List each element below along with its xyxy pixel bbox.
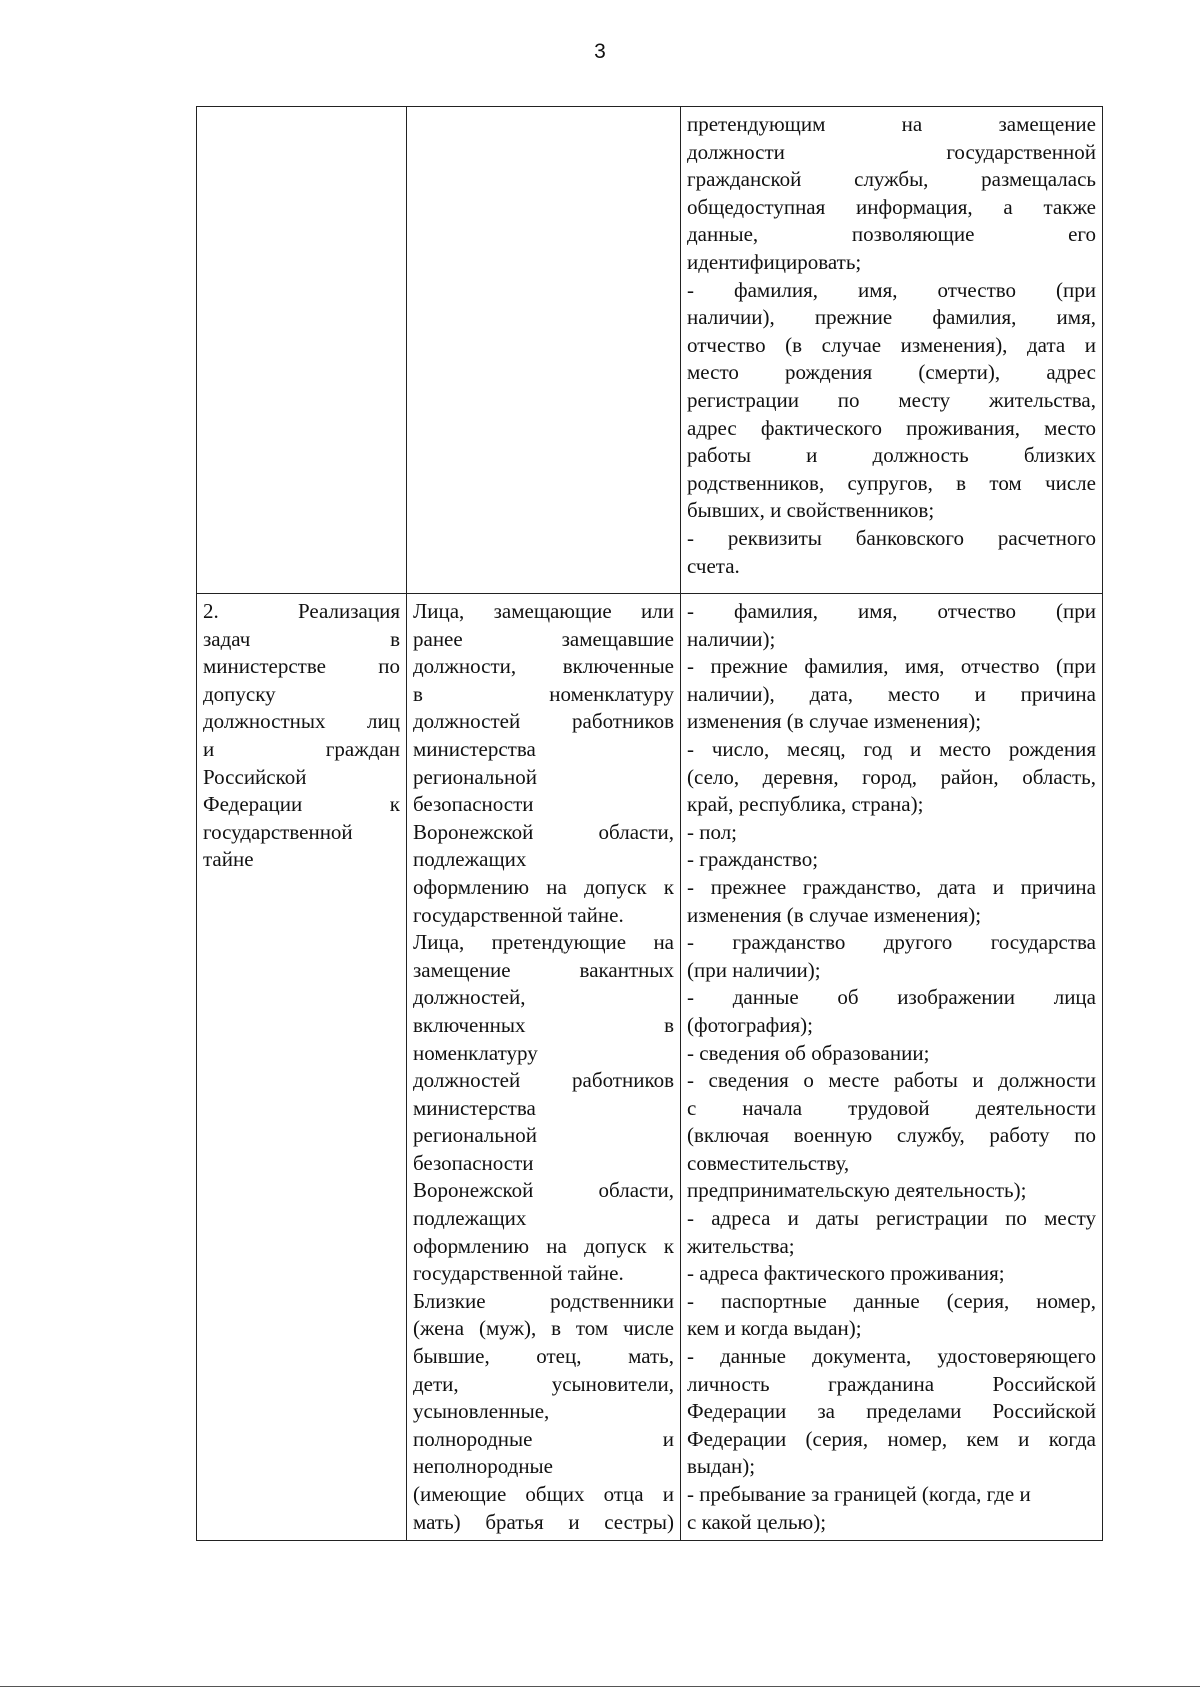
- table-cell-data-list: [681, 594, 1103, 1541]
- table-cell-subjects: [407, 107, 681, 594]
- cell-text-line: бывших, и свойственников;: [687, 498, 935, 523]
- cell-text-line: усыновленные,: [413, 1399, 550, 1424]
- data-table: [196, 106, 1103, 1541]
- cell-text-line: ранее замещавшие: [413, 626, 674, 651]
- cell-text-line: Федерации за пределами Российской: [687, 1399, 1096, 1424]
- cell-text-line: мать) братья и сестры): [413, 1509, 674, 1534]
- cell-text-line: государственной: [203, 819, 353, 844]
- cell-text-line: Лица, претендующие на: [413, 930, 674, 955]
- cell-text-line: Федерации к: [203, 792, 400, 817]
- cell-text-line: (жена (муж), в том числе: [413, 1316, 674, 1341]
- cell-text-line: - сведения о месте работы и должности: [687, 1068, 1096, 1093]
- cell-text-line: подлежащих: [413, 1206, 527, 1231]
- cell-text-line: 2. Реализация: [203, 599, 400, 623]
- table-cell-data-list: [681, 107, 1103, 594]
- cell-text-line: данные, позволяющие его: [687, 222, 1096, 247]
- table-cell-purpose: [197, 594, 407, 1541]
- cell-text-line: (фотография);: [687, 1012, 813, 1037]
- cell-text-line: изменения (в случае изменения);: [687, 902, 982, 927]
- cell-text-line: бывшие, отец, мать,: [413, 1344, 674, 1369]
- cell-text-line: Воронежской области,: [413, 1178, 674, 1203]
- cell-text-line: должностей,: [413, 985, 526, 1010]
- cell-text-line: должностей работников: [413, 1068, 674, 1093]
- cell-text-line: министерства: [413, 736, 536, 761]
- cell-text-line: Близкие родственники: [413, 1288, 674, 1313]
- cell-text-line: - адреса и даты регистрации по месту: [687, 1206, 1096, 1231]
- cell-text-line: допуску: [203, 681, 276, 706]
- cell-text-line: (село, деревня, город, район, область,: [687, 764, 1096, 789]
- cell-text-line: регистрации по месту жительства,: [687, 387, 1096, 412]
- cell-text-line: - число, месяц, год и место рождения: [687, 736, 1096, 761]
- cell-text-line: личность гражданина Российской: [687, 1371, 1096, 1396]
- cell-text-line: изменения (в случае изменения);: [687, 709, 982, 734]
- cell-text-line: неполнородные: [413, 1454, 553, 1479]
- cell-text-line: - адреса фактического проживания;: [687, 1261, 1005, 1286]
- cell-text-line: оформлению на допуск к: [413, 1233, 674, 1258]
- cell-text-line: претендующим на замещение: [687, 112, 1096, 136]
- page-bottom-rule: [0, 1686, 1200, 1687]
- cell-text-line: дети, усыновители,: [413, 1371, 674, 1396]
- table-cell-purpose: [197, 107, 407, 594]
- cell-text-line: должности, включенные: [413, 654, 674, 679]
- cell-text-line: номенклатуру: [413, 1040, 538, 1065]
- cell-text-line: (имеющие общих отца и: [413, 1482, 674, 1506]
- cell-text-line: - данные документа, удостоверяющего: [687, 1344, 1096, 1369]
- cell-text-line: - пребывание за границей (когда, где и: [687, 1482, 1031, 1506]
- cell-text-line: идентифицировать;: [687, 249, 862, 274]
- cell-text-line: Федерации (серия, номер, кем и когда: [687, 1426, 1096, 1451]
- cell-text-line: кем и когда выдан);: [687, 1316, 862, 1341]
- cell-text-line: предпринимательскую деятельность);: [687, 1178, 1027, 1203]
- cell-text-line: государственной тайне.: [413, 1261, 624, 1286]
- cell-text-line: включенных в: [413, 1012, 674, 1037]
- cell-text-line: региональной: [413, 1123, 537, 1148]
- cell-text-line: место рождения (смерти), адрес: [687, 360, 1096, 385]
- cell-text-line: наличии), прежние фамилия, имя,: [687, 305, 1096, 330]
- cell-text-line: Российской: [203, 764, 307, 789]
- cell-text-line: жительства;: [687, 1233, 795, 1258]
- cell-text-line: министерстве по: [203, 654, 400, 679]
- cell-text-line: - фамилия, имя, отчество (при: [687, 599, 1096, 623]
- cell-text-line: тайне: [203, 847, 254, 872]
- cell-text-line: Лица, замещающие или: [413, 599, 674, 623]
- cell-text-line: совместительству,: [687, 1150, 850, 1175]
- cell-text-line: общедоступная информация, а также: [687, 194, 1096, 219]
- page-number: 3: [594, 40, 606, 63]
- table-row: [197, 107, 1103, 594]
- cell-text-line: государственной тайне.: [413, 902, 624, 927]
- cell-text-line: министерства: [413, 1095, 536, 1120]
- cell-text-line: в номенклатуру: [413, 681, 674, 706]
- table-cell-subjects: [407, 594, 681, 1541]
- cell-text-line: счета.: [687, 553, 740, 578]
- cell-text-line: с начала трудовой деятельности: [687, 1095, 1096, 1120]
- cell-text-line: (включая военную службу, работу по: [687, 1123, 1096, 1148]
- cell-text-line: - прежние фамилия, имя, отчество (при: [687, 654, 1096, 679]
- cell-text-line: с какой целью);: [687, 1509, 827, 1534]
- cell-text-line: должностей работников: [413, 709, 674, 734]
- cell-text-line: должностных лиц: [203, 709, 400, 734]
- cell-text-line: подлежащих: [413, 847, 527, 872]
- cell-text-line: работы и должность близких: [687, 443, 1096, 468]
- cell-text-line: - гражданство;: [687, 847, 819, 872]
- cell-text-line: безопасности: [413, 1150, 534, 1175]
- cell-text-line: адрес фактического проживания, место: [687, 415, 1096, 440]
- cell-text-line: - пол;: [687, 819, 738, 844]
- cell-text-line: - сведения об образовании;: [687, 1040, 930, 1065]
- cell-text-line: - данные об изображении лица: [687, 985, 1096, 1010]
- cell-text-line: полнородные и: [413, 1426, 674, 1451]
- cell-text-line: должности государственной: [687, 139, 1096, 164]
- cell-text-line: безопасности: [413, 792, 534, 817]
- cell-text-line: и граждан: [203, 736, 400, 761]
- table-row: [197, 594, 1103, 1541]
- cell-text-line: - фамилия, имя, отчество (при: [687, 277, 1096, 302]
- cell-text-line: наличии), дата, место и причина: [687, 681, 1096, 706]
- cell-text-line: наличии);: [687, 626, 776, 651]
- cell-text-line: (при наличии);: [687, 957, 821, 982]
- cell-text-line: край, республика, страна);: [687, 792, 924, 817]
- cell-text-line: оформлению на допуск к: [413, 874, 674, 899]
- cell-text-line: - реквизиты банковского расчетного: [687, 525, 1096, 550]
- cell-text-line: отчество (в случае изменения), дата и: [687, 332, 1096, 357]
- cell-text-line: задач в: [203, 626, 400, 651]
- cell-text-line: - гражданство другого государства: [687, 930, 1096, 955]
- cell-text-line: - паспортные данные (серия, номер,: [687, 1288, 1096, 1313]
- cell-text-line: выдан);: [687, 1454, 756, 1479]
- cell-text-line: Воронежской области,: [413, 819, 674, 844]
- cell-text-line: - прежнее гражданство, дата и причина: [687, 874, 1096, 899]
- cell-text-line: замещение вакантных: [413, 957, 674, 982]
- cell-text-line: гражданской службы, размещалась: [687, 167, 1096, 192]
- cell-text-line: региональной: [413, 764, 537, 789]
- cell-text-line: родственников, супругов, в том числе: [687, 470, 1096, 495]
